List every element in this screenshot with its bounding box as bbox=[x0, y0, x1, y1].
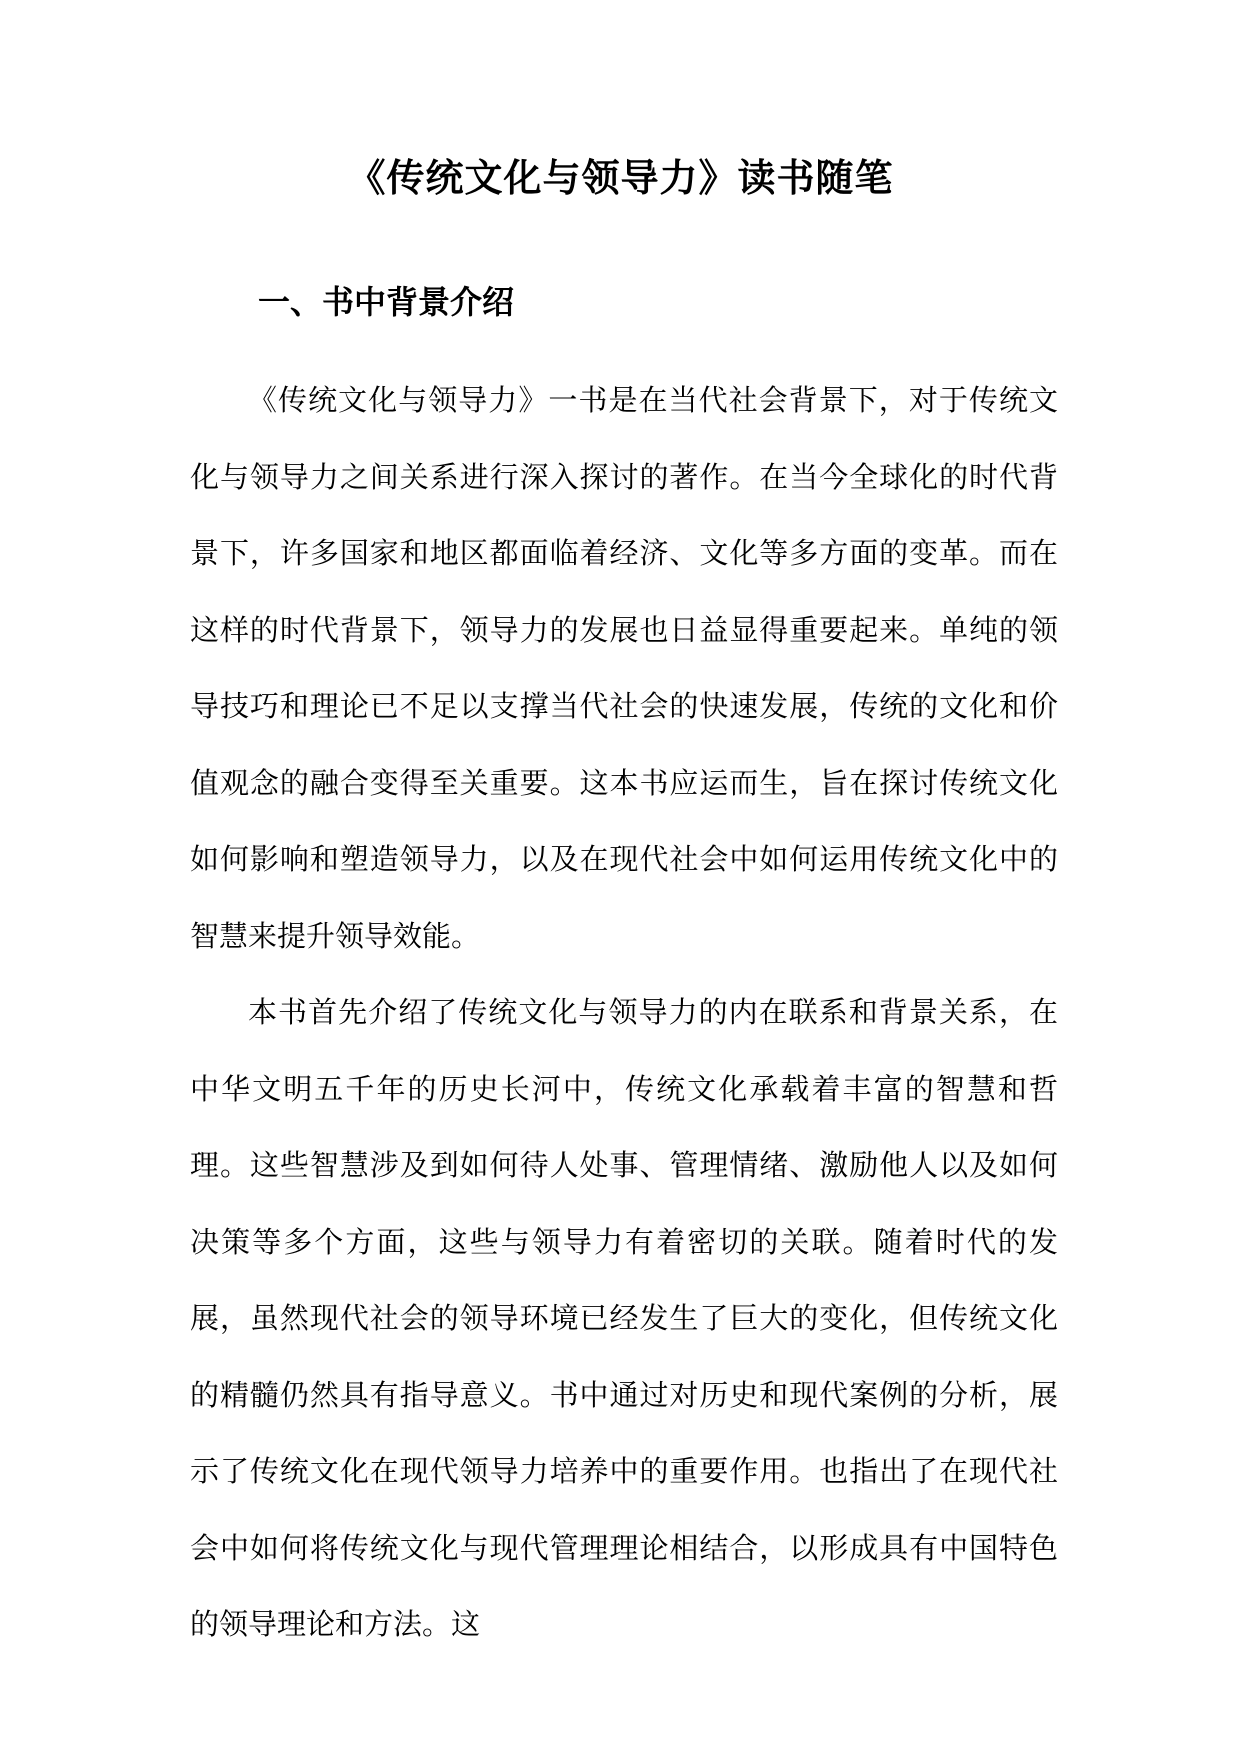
paragraph-2: 本书首先介绍了传统文化与领导力的内在联系和背景关系，在中华文明五千年的历史长河中，传统文化承载着丰富的智慧和哲理。这些智慧涉及到如何待人处事、管理情绪、激励他人以及如何决策等多个方面，这些与领导力有着密切的关联。随着时代的发展，虽然现代社会的领导环境已经发生了巨大的变化，但传统文化的精髓仍然具有指导意义。书中通过对历史和现代案例的分析，展示了传统文化在现代领导力培养中的重要作用。也指出了在现代社会中如何将传统文化与现代管理理论相结合，以形成具有中国特色的领导理论和方法。这 bbox=[190, 995, 1058, 1641]
section-heading: 一、书中背景介绍 bbox=[258, 283, 515, 321]
document-body bbox=[190, 362, 1058, 1663]
paragraph-1: 《传统文化与领导力》一书是在当代社会背景下，对于传统文化与领导力之间关系进行深入探讨的著作。在当今全球化的时代背景下，许多国家和地区都面临着经济、文化等多方面的变革。而在这样的时代背景下，领导力的发展也日益显得重要起来。单纯的领导技巧和理论已不足以支撑当代社会的快速发展，传统的文化和价值观念的融合变得至关重要。这本书应运而生，旨在探讨传统文化如何影响和塑造领导力，以及在现代社会中如何运用传统文化中的智慧来提升领导效能。 bbox=[190, 383, 1058, 953]
document-title: 《传统文化与领导力》读书随笔 bbox=[347, 155, 894, 200]
